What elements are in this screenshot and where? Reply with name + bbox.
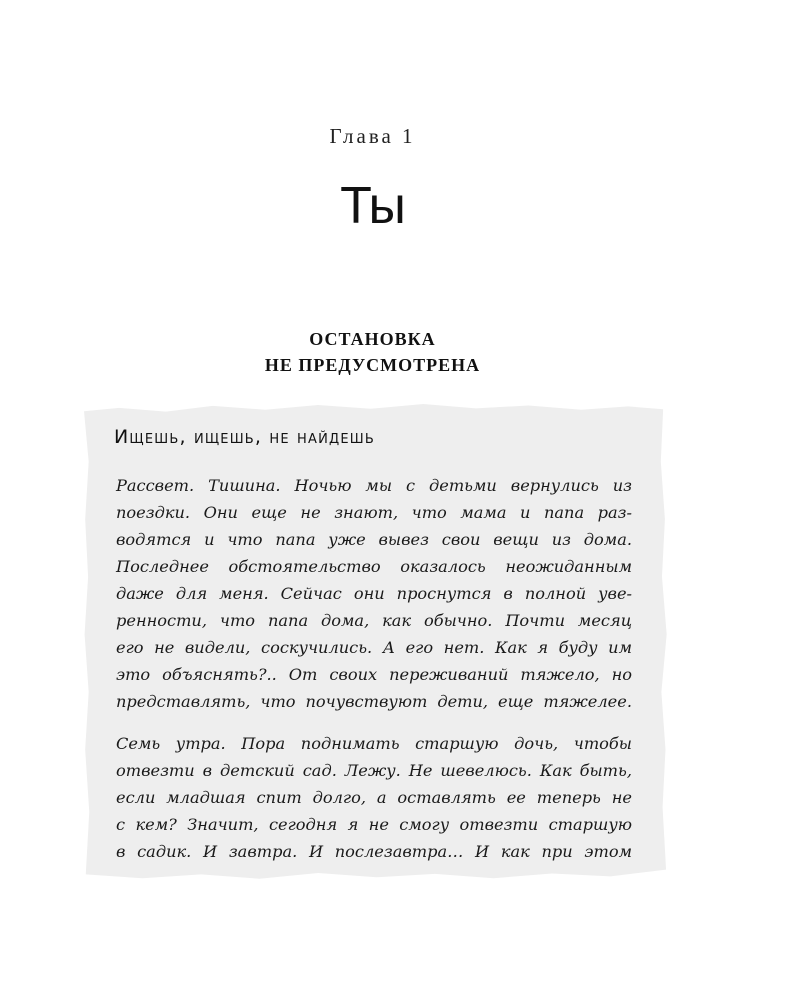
text-line: Последнее обстоятельство оказалось неожиданным bbox=[116, 557, 632, 576]
text-line: если младшая спит долго, а оставлять ее теперь не bbox=[116, 788, 632, 807]
text-line: это объяснять?.. От своих переживаний тяжело, но bbox=[116, 665, 632, 684]
text-line: водятся и что папа уже вывез свои вещи из дома. bbox=[116, 530, 632, 549]
paragraph-2 bbox=[116, 730, 632, 865]
text-line: Рассвет. Тишина. Ночью мы с детьми вернулись из bbox=[116, 476, 632, 495]
section-heading bbox=[0, 326, 745, 378]
text-line: ренности, что папа дома, как обычно. Почти месяц bbox=[116, 611, 632, 630]
text-line: отвезти в детский сад. Лежу. Не шевелюсь. Как быть, bbox=[116, 761, 632, 780]
paragraph-1 bbox=[116, 472, 632, 715]
section-heading-line1: ОСТАНОВКА bbox=[309, 329, 436, 349]
section-heading-line2: НЕ ПРЕДУСМОТРЕНА bbox=[264, 355, 481, 375]
text-line: даже для меня. Сейчас они проснутся в полной уве- bbox=[116, 584, 632, 603]
text-line: в садик. И завтра. И послезавтра… И как при этом bbox=[116, 842, 632, 861]
chapter-label: Глава 1 bbox=[329, 124, 416, 148]
text-line: представлять, что почувствуют дети, еще тяжелее. bbox=[116, 692, 632, 711]
text-line: его не видели, соскучились. А его нет. Как я буду им bbox=[116, 638, 632, 657]
text-line: поездки. Они еще не знают, что мама и папа раз- bbox=[116, 503, 632, 522]
text-line: Семь утра. Пора поднимать старшую дочь, чтобы bbox=[116, 734, 632, 753]
box-subheading: Ищешь, ищешь, не найдешь bbox=[114, 426, 376, 448]
text-line: с кем? Значит, сегодня я не смогу отвезти старшую bbox=[116, 815, 632, 834]
chapter-title: Ты bbox=[340, 177, 405, 235]
